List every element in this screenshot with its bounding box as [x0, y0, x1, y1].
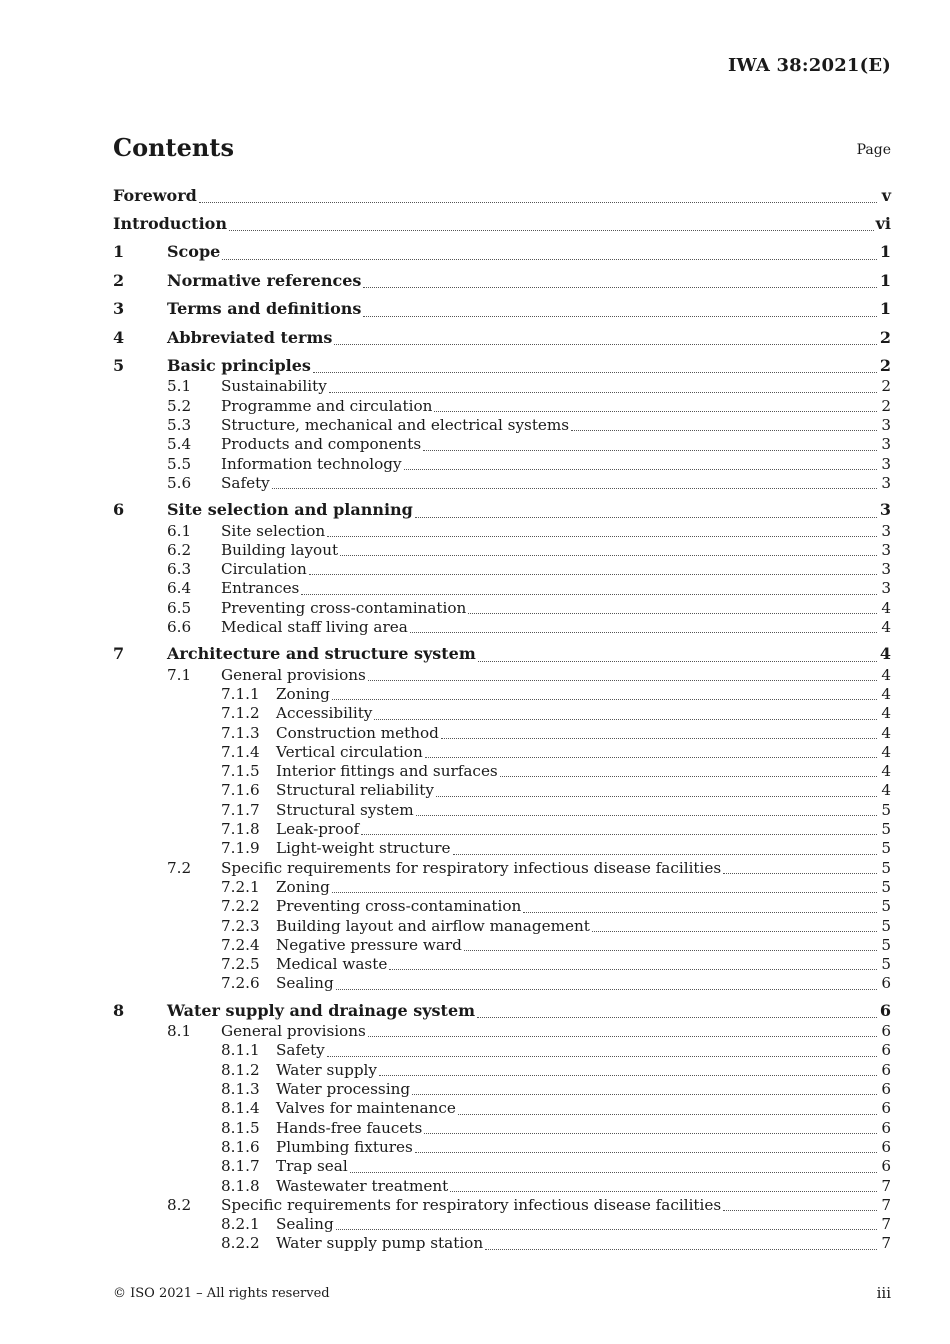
toc-entry-title[interactable]: Circulation	[221, 560, 307, 579]
toc-entry-number: 7.1.8	[221, 820, 260, 839]
toc-entry-number: 5.2	[167, 396, 192, 415]
contents-heading: Contents	[113, 133, 234, 162]
toc-entry-title[interactable]: Entrances	[221, 579, 300, 598]
toc-entry[interactable]	[113, 1080, 891, 1099]
toc-entry-page: 3	[881, 560, 891, 579]
toc-entry-number: 8.1.8	[221, 1176, 260, 1195]
toc-entry-title[interactable]: Building layout and airflow management	[276, 916, 590, 935]
toc-entry-page: 2	[879, 355, 891, 375]
toc-dot-leader	[301, 593, 877, 595]
toc-dot-leader	[453, 853, 877, 855]
toc-entry-number: 7.2.1	[221, 877, 260, 896]
toc-entry-number: 8.1.6	[221, 1137, 260, 1156]
toc-entry-number: 8.1.4	[221, 1099, 260, 1118]
toc-entry[interactable]	[113, 618, 891, 637]
toc-entry-title[interactable]: Medical staff living area	[221, 618, 408, 636]
toc-entry[interactable]	[113, 781, 891, 800]
toc-entry-page: 5	[881, 935, 891, 954]
toc-entry-title[interactable]: Plumbing fixtures	[276, 1137, 413, 1156]
toc-entry-title[interactable]: Medical waste	[276, 955, 388, 974]
toc-entry-page: 4	[881, 762, 891, 781]
toc-entry-page: 3	[881, 540, 891, 559]
toc-dot-leader	[368, 679, 877, 681]
toc-entry-number: 8.1	[167, 1022, 192, 1041]
toc-dot-leader	[379, 1074, 877, 1076]
toc-entry[interactable]	[113, 185, 891, 207]
toc-entry-number: 7	[113, 644, 125, 664]
toc-entry-title[interactable]: Information technology	[221, 454, 402, 473]
toc-entry-title[interactable]: Safety	[221, 473, 270, 492]
toc-entry-title[interactable]: Valves for maintenance	[276, 1099, 456, 1118]
toc-entry-page: 2	[879, 327, 891, 347]
toc-dot-leader	[464, 949, 877, 951]
toc-entry-number: 8.2.2	[221, 1234, 260, 1253]
page-number: iii	[876, 1284, 891, 1302]
toc-dot-leader	[450, 1190, 877, 1192]
toc-entry-page: 7	[881, 1176, 891, 1195]
toc-entry-page: 4	[881, 665, 891, 684]
toc-entry[interactable]	[113, 541, 891, 560]
toc-entry-page: 3	[881, 473, 891, 492]
toc-entry-number: 7.1.9	[221, 839, 260, 858]
toc-entry-page: 5	[881, 820, 891, 839]
toc-entry-page: 4	[881, 618, 891, 636]
toc-entry-title[interactable]: Water processing	[276, 1080, 411, 1099]
toc-dot-leader	[424, 1132, 877, 1134]
toc-entry[interactable]	[113, 397, 891, 416]
toc-entry-number: 6.3	[167, 560, 192, 579]
toc-entry[interactable]	[113, 704, 891, 723]
toc-entry-title[interactable]: Site selection	[221, 521, 326, 540]
toc-entry-number: 5.6	[167, 473, 192, 492]
toc-entry-number: 6.6	[167, 618, 192, 636]
toc-entry[interactable]	[113, 743, 891, 762]
toc-entry-number: 8.2	[167, 1195, 192, 1214]
toc-entry-page: 4	[881, 742, 891, 761]
toc-entry-page: 4	[881, 723, 891, 742]
toc-entry-title[interactable]: Products and components	[221, 435, 422, 454]
toc-entry-title[interactable]: Specific requirements for respiratory infectious disease facilities	[221, 1195, 722, 1214]
toc-entry-title[interactable]: Sustainability	[221, 377, 327, 396]
document-id: IWA 38:2021(E)	[727, 55, 891, 76]
toc-dot-leader	[199, 201, 877, 203]
toc-entry[interactable]	[113, 579, 891, 598]
toc-entry-page: vi	[875, 214, 891, 233]
toc-entry[interactable]	[113, 599, 891, 618]
toc-entry-title[interactable]: Introduction	[113, 214, 227, 233]
toc-entry-number: 4	[113, 327, 125, 347]
toc-entry-page: 6	[881, 974, 891, 993]
toc-entry-number: 1	[113, 242, 125, 262]
toc-dot-leader	[332, 891, 877, 893]
toc-entry-page: 1	[879, 242, 891, 262]
toc-dot-leader	[571, 429, 877, 431]
toc-entry-title[interactable]: Structure, mechanical and electrical systems	[221, 415, 570, 434]
toc-entry-title[interactable]: Specific requirements for respiratory infectious disease facilities	[221, 858, 722, 877]
toc-entry[interactable]	[113, 820, 891, 839]
toc-entry-number: 8.1.2	[221, 1060, 260, 1079]
toc-entry-title[interactable]: Programme and circulation	[221, 396, 433, 415]
toc-dot-leader	[272, 487, 877, 489]
toc-entry-number: 7.1.7	[221, 800, 260, 819]
toc-entry[interactable]	[113, 207, 891, 235]
toc-entry-page: 6	[879, 1000, 891, 1020]
toc-entry[interactable]	[113, 839, 891, 858]
toc-entry[interactable]	[113, 878, 891, 897]
toc-dot-leader	[412, 1093, 877, 1095]
toc-entry-number: 6	[113, 500, 125, 520]
toc-entry-number: 8.1.1	[221, 1041, 260, 1060]
toc-dot-leader	[500, 775, 877, 777]
toc-entry[interactable]	[113, 493, 891, 521]
toc-entry[interactable]	[113, 936, 891, 955]
toc-entry-title[interactable]: General provisions	[221, 665, 366, 684]
toc-entry-page: 5	[881, 800, 891, 819]
toc-entry-title[interactable]: Sealing	[276, 1215, 334, 1234]
toc-entry-title[interactable]: Basic principles	[167, 355, 311, 375]
toc-entry[interactable]	[113, 1215, 891, 1234]
toc-entry-title[interactable]: Architecture and structure system	[167, 644, 476, 664]
toc-entry-page: 4	[881, 684, 891, 703]
toc-entry-title[interactable]: Water supply and drainage system	[167, 1000, 476, 1020]
toc-entry-number: 8.2.1	[221, 1215, 260, 1234]
toc-entry-page: 6	[881, 1041, 891, 1060]
toc-entry-page: 4	[881, 704, 891, 723]
toc-entry-page: 3	[879, 500, 891, 520]
toc-entry[interactable]	[113, 637, 891, 665]
toc-dot-leader	[458, 1113, 877, 1115]
toc-entry[interactable]	[113, 897, 891, 916]
toc-entry[interactable]	[113, 762, 891, 781]
toc-dot-leader	[478, 660, 877, 662]
toc-entry-title[interactable]: Structural system	[276, 800, 414, 819]
toc-entry-title[interactable]: Structural reliability	[276, 781, 434, 800]
toc-entry-number: 7.1.5	[221, 762, 260, 781]
toc-entry-page: 3	[881, 435, 891, 454]
toc-entry-page: 5	[881, 897, 891, 916]
toc-dot-leader	[363, 315, 877, 317]
toc-entry[interactable]	[113, 1196, 891, 1215]
toc-entry-title[interactable]: Preventing cross-contamination	[276, 897, 522, 916]
toc-entry[interactable]	[113, 235, 891, 263]
toc-entry[interactable]	[113, 1138, 891, 1157]
toc-entry[interactable]	[113, 1099, 891, 1118]
toc-entry[interactable]	[113, 801, 891, 820]
toc-dot-leader	[361, 833, 877, 835]
toc-entry[interactable]	[113, 859, 891, 878]
page-column-label: Page	[856, 142, 891, 158]
toc-dot-leader	[336, 988, 877, 990]
toc-dot-leader	[592, 930, 877, 932]
toc-dot-leader	[313, 371, 877, 373]
toc-entry-number: 7.1.6	[221, 781, 260, 800]
toc-entry-page: 2	[881, 377, 891, 396]
toc-entry[interactable]	[113, 1177, 891, 1196]
toc-entry-title[interactable]: Zoning	[276, 877, 330, 896]
toc-entry-number: 5.1	[167, 377, 192, 396]
toc-entry-number: 7.2.6	[221, 974, 260, 993]
toc-entry-number: 7.1.1	[221, 684, 260, 703]
toc-entry-number: 7.2.2	[221, 897, 260, 916]
toc-entry-page: 6	[881, 1099, 891, 1118]
toc-dot-leader	[441, 737, 877, 739]
table-of-contents	[113, 185, 891, 1254]
toc-entry-number: 6.1	[167, 521, 192, 540]
toc-entry[interactable]	[113, 917, 891, 936]
toc-entry-title[interactable]: Water supply	[276, 1060, 377, 1079]
toc-dot-leader	[309, 573, 877, 575]
toc-entry-title[interactable]: Leak-proof	[276, 820, 360, 839]
toc-entry[interactable]	[113, 1234, 891, 1253]
toc-entry-page: 5	[881, 877, 891, 896]
toc-entry-title[interactable]: Construction method	[276, 723, 439, 742]
toc-entry-title[interactable]: Building layout	[221, 540, 339, 559]
toc-dot-leader	[723, 1209, 877, 1211]
toc-dot-leader	[485, 1248, 877, 1250]
toc-entry-number: 7.2	[167, 858, 192, 877]
toc-entry-title[interactable]: Sealing	[276, 974, 334, 993]
toc-entry-number: 7.1.4	[221, 742, 260, 761]
toc-dot-leader	[332, 698, 877, 700]
toc-entry-page: 5	[881, 916, 891, 935]
toc-entry[interactable]	[113, 321, 891, 349]
toc-entry-title[interactable]: Negative pressure ward	[276, 935, 462, 954]
toc-entry[interactable]	[113, 1022, 891, 1041]
toc-entry-title[interactable]: Safety	[276, 1041, 325, 1060]
toc-entry-page: 3	[881, 415, 891, 434]
toc-entry-number: 8.1.3	[221, 1080, 260, 1099]
toc-entry-title[interactable]: Interior fittings and surfaces	[276, 762, 498, 781]
toc-dot-leader	[327, 535, 877, 537]
toc-entry-page: 5	[881, 839, 891, 858]
toc-entry[interactable]	[113, 349, 891, 377]
toc-entry-number: 2	[113, 270, 125, 290]
toc-entry-number: 6.4	[167, 579, 192, 598]
toc-entry-page: 3	[881, 454, 891, 473]
toc-entry-number: 5.3	[167, 415, 192, 434]
toc-dot-leader	[423, 449, 877, 451]
toc-entry-title[interactable]: Terms and definitions	[167, 299, 362, 319]
toc-entry[interactable]	[113, 666, 891, 685]
toc-entry[interactable]	[113, 377, 891, 396]
toc-entry-page: 4	[881, 781, 891, 800]
toc-entry[interactable]	[113, 560, 891, 579]
toc-entry-title[interactable]: Trap seal	[276, 1157, 348, 1176]
toc-entry[interactable]	[113, 974, 891, 993]
toc-entry-page: 6	[881, 1118, 891, 1137]
toc-entry[interactable]	[113, 292, 891, 320]
toc-dot-leader	[404, 468, 877, 470]
toc-entry-page: 6	[881, 1060, 891, 1079]
toc-entry[interactable]	[113, 522, 891, 541]
toc-dot-leader	[329, 391, 877, 393]
toc-entry-number: 7.2.5	[221, 955, 260, 974]
toc-entry-title[interactable]: Preventing cross-contamination	[221, 598, 467, 617]
toc-dot-leader	[468, 612, 877, 614]
toc-entry-number: 6.5	[167, 598, 192, 617]
toc-entry[interactable]	[113, 416, 891, 435]
toc-entry-title[interactable]: Scope	[167, 242, 221, 262]
toc-dot-leader	[334, 343, 877, 345]
toc-dot-leader	[723, 872, 877, 874]
toc-dot-leader	[363, 286, 877, 288]
toc-entry[interactable]	[113, 724, 891, 743]
toc-entry-number: 7.1.2	[221, 704, 260, 723]
toc-entry-title[interactable]: Vertical circulation	[276, 742, 423, 761]
toc-entry-title[interactable]: General provisions	[221, 1022, 366, 1041]
toc-entry[interactable]	[113, 685, 891, 704]
toc-entry-number: 7.2.4	[221, 935, 260, 954]
toc-entry-title[interactable]: Accessibility	[276, 704, 373, 723]
toc-entry[interactable]	[113, 1041, 891, 1060]
toc-dot-leader	[327, 1055, 877, 1057]
toc-entry-title[interactable]: Hands-free faucets	[276, 1118, 423, 1137]
toc-dot-leader	[436, 795, 877, 797]
toc-entry-page: v	[881, 186, 891, 205]
toc-entry[interactable]	[113, 994, 891, 1022]
copyright-notice: © ISO 2021 – All rights reserved	[113, 1286, 330, 1301]
toc-entry-title[interactable]: Zoning	[276, 684, 330, 703]
toc-entry-page: 1	[879, 299, 891, 319]
toc-entry-page: 2	[881, 396, 891, 415]
toc-dot-leader	[415, 516, 877, 518]
toc-dot-leader	[523, 911, 877, 913]
toc-entry-number: 5	[113, 355, 125, 375]
toc-entry-page: 3	[881, 579, 891, 598]
toc-entry-page: 5	[881, 955, 891, 974]
toc-dot-leader	[222, 258, 877, 260]
toc-entry[interactable]	[113, 955, 891, 974]
toc-dot-leader	[410, 631, 877, 633]
toc-dot-leader	[374, 718, 877, 720]
toc-entry-page: 7	[881, 1234, 891, 1253]
toc-entry[interactable]	[113, 474, 891, 493]
toc-entry-number: 8	[113, 1000, 125, 1020]
toc-entry-number: 5.5	[167, 454, 192, 473]
toc-entry[interactable]	[113, 435, 891, 454]
toc-entry-title[interactable]: Normative references	[167, 270, 362, 290]
toc-entry-title[interactable]: Foreword	[113, 186, 197, 205]
toc-dot-leader	[477, 1016, 877, 1018]
toc-entry-page: 4	[879, 644, 891, 664]
toc-dot-leader	[389, 968, 877, 970]
toc-entry-number: 8.1.5	[221, 1118, 260, 1137]
toc-entry-number: 5.4	[167, 435, 192, 454]
toc-entry-number: 8.1.7	[221, 1157, 260, 1176]
toc-dot-leader	[434, 410, 877, 412]
toc-dot-leader	[350, 1171, 877, 1173]
toc-dot-leader	[416, 814, 877, 816]
toc-entry-page: 3	[881, 521, 891, 540]
toc-entry-title[interactable]: Site selection and planning	[167, 500, 413, 520]
toc-entry[interactable]	[113, 264, 891, 292]
toc-dot-leader	[340, 554, 877, 556]
toc-entry-page: 6	[881, 1137, 891, 1156]
toc-entry-title[interactable]: Wastewater treatment	[276, 1176, 449, 1195]
toc-dot-leader	[229, 229, 874, 231]
toc-entry-page: 6	[881, 1080, 891, 1099]
toc-entry-page: 6	[881, 1022, 891, 1041]
toc-entry[interactable]	[113, 1157, 891, 1176]
toc-entry-title[interactable]: Light-weight structure	[276, 839, 451, 858]
toc-entry-number: 7.2.3	[221, 916, 260, 935]
toc-entry-title[interactable]: Water supply pump station	[276, 1234, 484, 1253]
toc-dot-leader	[336, 1228, 877, 1230]
toc-dot-leader	[425, 756, 877, 758]
toc-entry[interactable]	[113, 455, 891, 474]
toc-entry-page: 7	[881, 1195, 891, 1214]
toc-entry[interactable]	[113, 1061, 891, 1080]
toc-entry-page: 6	[881, 1157, 891, 1176]
toc-entry[interactable]	[113, 1119, 891, 1138]
toc-entry-number: 6.2	[167, 540, 192, 559]
toc-entry-page: 4	[881, 598, 891, 617]
toc-entry-page: 7	[881, 1215, 891, 1234]
toc-entry-title[interactable]: Abbreviated terms	[167, 327, 333, 347]
toc-entry-number: 3	[113, 299, 125, 319]
toc-entry-number: 7.1.3	[221, 723, 260, 742]
toc-entry-page: 1	[879, 270, 891, 290]
toc-dot-leader	[415, 1151, 877, 1153]
toc-entry-number: 7.1	[167, 665, 192, 684]
toc-dot-leader	[368, 1035, 877, 1037]
toc-entry-page: 5	[881, 858, 891, 877]
